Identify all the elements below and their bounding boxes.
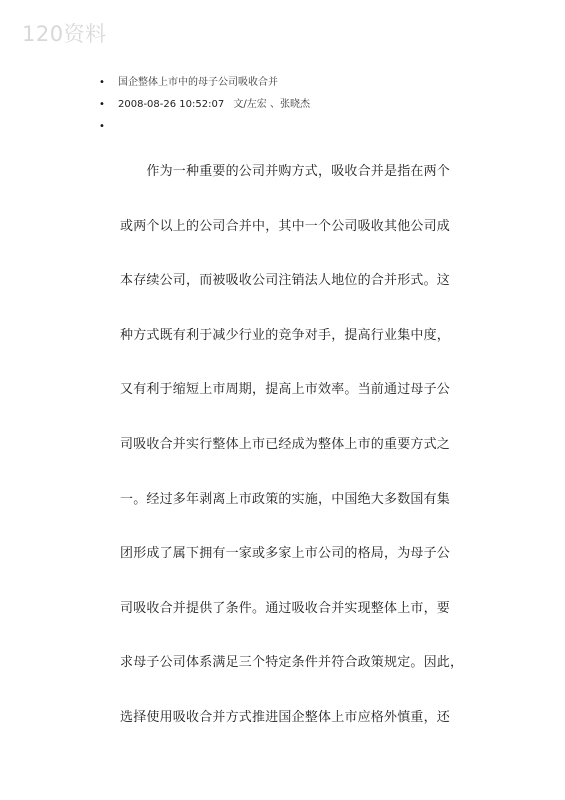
body-line: 司吸收合并提供了条件。通过吸收合并实现整体上市，要 [120,600,451,616]
body-line: 种方式既有利于减少行业的竞争对手，提高行业集中度， [120,327,451,343]
body-line: 选择使用吸收合并方式推进国企整体上市应格外慎重，还 [120,709,451,725]
body-line: 本存续公司，而被吸收公司注销法人地位的合并形式。这 [120,273,451,289]
watermark-logo: 120资料 [22,22,107,46]
list-item-title [96,72,310,94]
body-line: 又有利于缩短上市周期，提高上市效率。当前通过母子公 [120,382,451,398]
body-line: 团形成了属下拥有一家或多家上市公司的格局，为母子公 [120,546,451,562]
bullet-icon: • [99,77,105,88]
article-meta-list [96,72,310,138]
article-title: 国企整体上市中的母子公司吸收合并 [118,77,278,88]
body-line: 司吸收合并实行整体上市已经成为整体上市的重要方式之 [120,436,451,452]
bullet-icon: • [99,99,105,110]
bullet-icon: • [99,121,105,132]
article-date: 2008-08-26 10:52:07 [118,99,225,110]
list-item-empty [96,116,310,138]
article-body [120,153,500,754]
article-author: 文/左宏 、张晓杰 [233,99,310,110]
body-line: 求母子公司体系满足三个特定条件并符合政策规定。因此， [120,655,464,671]
list-item-date [96,94,310,116]
body-line: 作为一种重要的公司并购方式，吸收合并是指在两个 [120,164,451,179]
body-line: 一。经过多年剥离上市政策的实施，中国绝大多数国有集 [120,491,451,507]
body-line: 或两个以上的公司合并中，其中一个公司吸收其他公司成 [120,218,451,234]
